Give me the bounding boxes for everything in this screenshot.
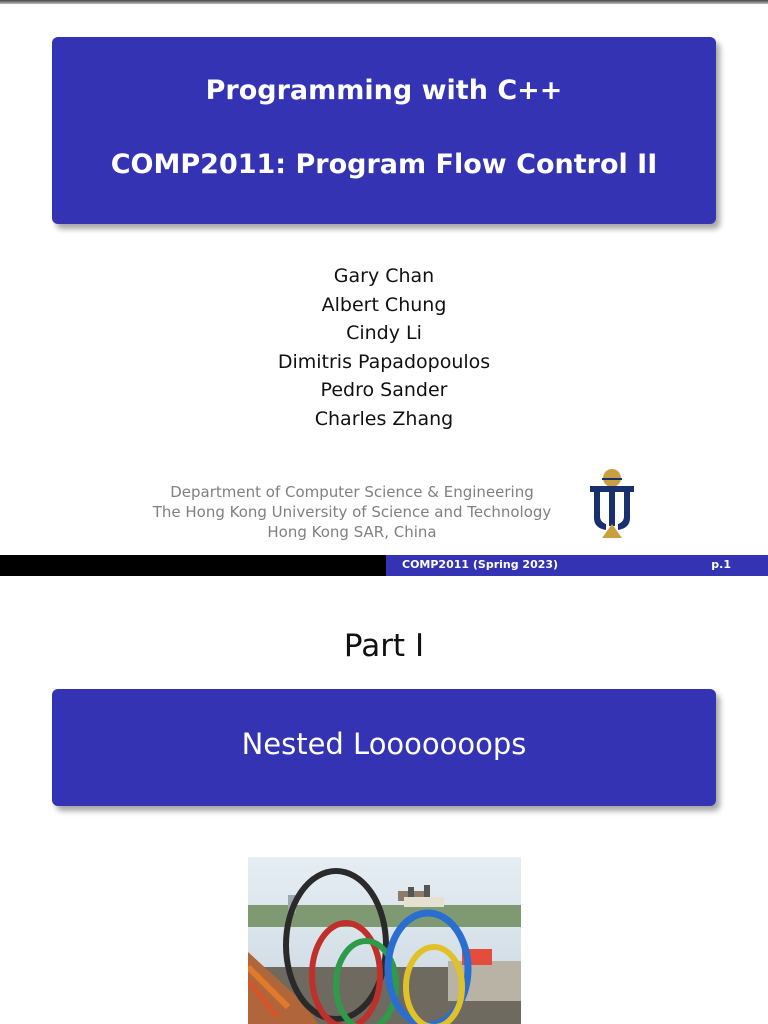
roller-coaster-loops-photo [248, 857, 521, 1024]
slide-title: Programming with C++ [205, 75, 563, 106]
footer-right-panel [386, 555, 768, 576]
author-name: Gary Chan [333, 265, 435, 287]
author-name: Albert Chung [321, 293, 447, 316]
top-rule [0, 0, 768, 4]
author-name: Dimitris Papadopoulos [277, 350, 491, 373]
section-box [52, 689, 716, 806]
author-list [0, 262, 768, 434]
part-title: Part I [343, 628, 425, 664]
slide-subtitle: COMP2011: Program Flow Control II [110, 149, 658, 180]
affiliation-line: Hong Kong SAR, China [267, 523, 437, 541]
footer-left-panel [0, 555, 386, 576]
section-title: Nested Looooooops [241, 727, 527, 761]
hkust-logo-icon [588, 468, 636, 538]
author-name: Pedro Sander [320, 379, 448, 402]
author-name: Cindy Li [346, 322, 422, 345]
author-name: Charles Zhang [314, 407, 454, 430]
footer-page-number: p.1 [711, 558, 731, 571]
footer-course: COMP2011 (Spring 2023) [402, 558, 559, 571]
affiliation-line: The Hong Kong University of Science and Technology [152, 503, 552, 521]
affiliation-line: Department of Computer Science & Engineering [170, 483, 534, 501]
footer-bar [0, 555, 768, 576]
title-box [52, 37, 716, 224]
affiliation [140, 482, 564, 542]
